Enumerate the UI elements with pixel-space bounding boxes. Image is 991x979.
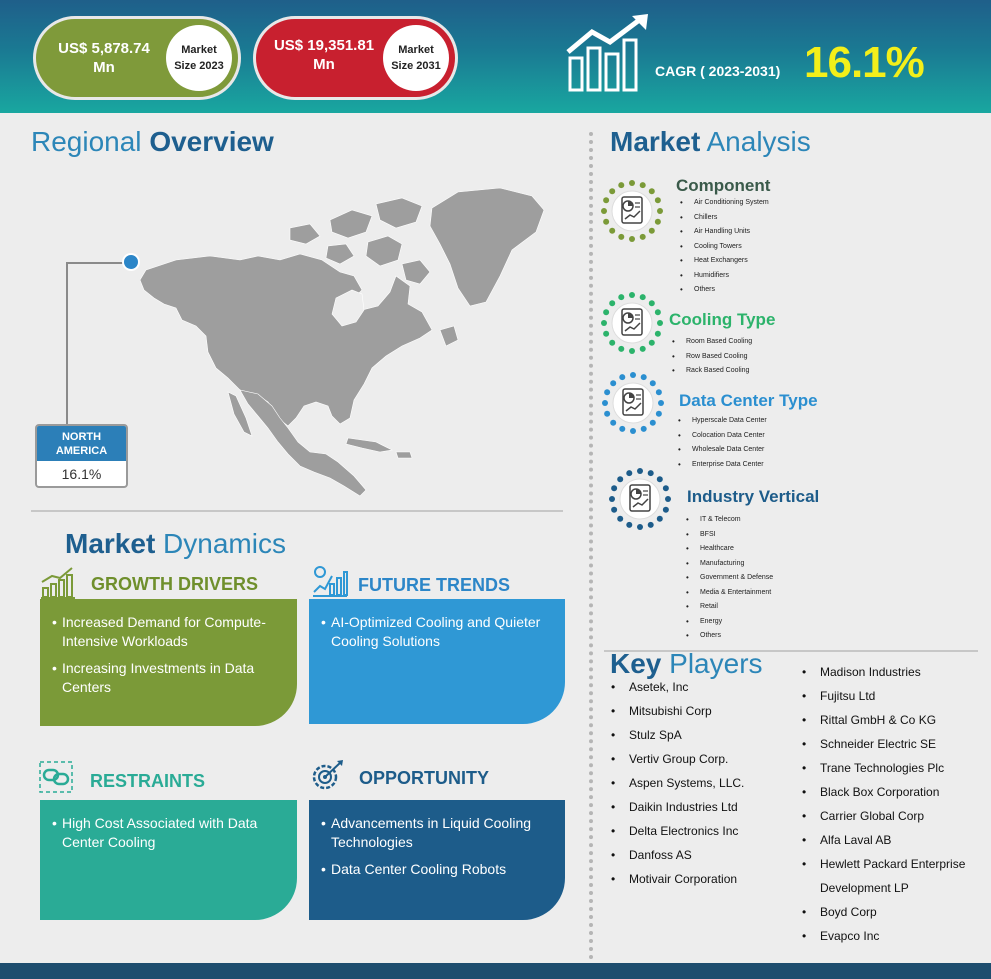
segment-item: • Healthcare (686, 542, 773, 557)
region-marker-dot (122, 253, 140, 271)
key-player-item: • Black Box Corporation (802, 780, 987, 804)
segment-item: • Humidifiers (680, 269, 769, 284)
segment-items (680, 196, 769, 298)
key-player-item: • Mitsubishi Corp (611, 699, 791, 723)
footer-bar (0, 963, 991, 979)
key-player-item: • Vertiv Group Corp. (611, 747, 791, 771)
segment-item: • Retail (686, 600, 773, 615)
key-player-item: • Motivair Corporation (611, 867, 791, 891)
future-trend-item: • AI-Optimized Cooling and Quieter Cooling Solutions (321, 613, 553, 651)
segment-items (678, 414, 767, 472)
key-player-item: • Asetek, Inc (611, 675, 791, 699)
segment-item: • IT & Telecom (686, 513, 773, 528)
market-size-2023-value: US$ 5,878.74 Mn (58, 40, 150, 76)
key-player-item: • Delta Electronics Inc (611, 819, 791, 843)
key-player-item: • Trane Technologies Plc (802, 756, 987, 780)
key-player-item: • Evapco Inc (802, 924, 987, 948)
region-callout (35, 424, 128, 488)
segment-title: Industry Vertical (687, 487, 820, 506)
segment-item: • Enterprise Data Center (678, 458, 767, 473)
market-size-2031-pill (253, 16, 458, 100)
segment-item: • Rack Based Cooling (672, 364, 752, 379)
segment-item: • Hyperscale Data Center (678, 414, 767, 429)
market-dynamics-title: Market Dynamics (65, 528, 286, 559)
market-size-2031-label: Market Size 2031 (383, 25, 449, 91)
cagr-value: 16.1% (804, 38, 924, 87)
segment-item: • Energy (686, 615, 773, 630)
regional-overview-title: Regional Overview (31, 126, 274, 157)
future-trends-title: FUTURE TRENDS (358, 575, 510, 595)
section-divider (31, 510, 563, 512)
segment-item: • Chillers (680, 211, 769, 226)
opportunity-card (309, 800, 565, 920)
segment-item: • BFSI (686, 528, 773, 543)
segment-item: • Government & Defense (686, 571, 773, 586)
segment-item: • Cooling Towers (680, 240, 769, 255)
key-player-item: • Danfoss AS (611, 843, 791, 867)
gear-target-icon (309, 759, 345, 793)
segment-item: • Wholesale Data Center (678, 443, 767, 458)
segment-item: • Manufacturing (686, 557, 773, 572)
header-banner (0, 0, 991, 113)
future-trends-card (309, 599, 565, 724)
segment-item: • Row Based Cooling (672, 350, 752, 365)
restraints-card (40, 800, 297, 920)
key-players-title: Key Players (610, 648, 763, 679)
key-player-item: • Alfa Laval AB (802, 828, 987, 852)
key-player-item: • Daikin Industries Ltd (611, 795, 791, 819)
segment-item: • Air Conditioning System (680, 196, 769, 211)
growth-driver-item: • Increasing Investments in Data Centers (52, 659, 285, 697)
market-size-2031-value: US$ 19,351.81 Mn (273, 37, 375, 73)
column-divider (589, 132, 593, 968)
growth-drivers-card (40, 599, 297, 726)
segment-analysis-icon (600, 291, 664, 355)
segment-item: • Others (680, 283, 769, 298)
trend-analytics-icon (312, 564, 348, 598)
market-analysis-title: Market Analysis (610, 126, 811, 157)
key-player-item: • Schneider Electric SE (802, 732, 987, 756)
growth-chart-icon (566, 14, 652, 92)
segment-title: Component (676, 176, 771, 195)
key-player-item: • Rittal GmbH & Co KG (802, 708, 987, 732)
key-player-item: • Stulz SpA (611, 723, 791, 747)
growth-drivers-title: GROWTH DRIVERS (91, 574, 259, 594)
key-player-item: • Carrier Global Corp (802, 804, 987, 828)
north-america-map (140, 180, 550, 500)
segment-item: • Air Handling Units (680, 225, 769, 240)
key-player-item: • Boyd Corp (802, 900, 987, 924)
key-player-item: • Madison Industries (802, 660, 987, 684)
key-player-item: • Fujitsu Ltd (802, 684, 987, 708)
region-cagr: 16.1% (61, 466, 102, 482)
region-leader-line (66, 262, 132, 428)
market-size-2023-label: Market Size 2023 (166, 25, 232, 91)
market-size-2023-pill (33, 16, 241, 100)
bar-chart-icon (40, 566, 76, 600)
segment-item: • Others (686, 629, 773, 644)
segment-items (686, 513, 773, 644)
segment-title: Data Center Type (679, 391, 818, 410)
opportunity-item: • Advancements in Liquid Cooling Technologies (321, 814, 553, 852)
segment-analysis-icon (601, 371, 665, 435)
cagr-label: CAGR ( 2023-2031) (655, 63, 781, 79)
segment-item: • Room Based Cooling (672, 335, 752, 350)
restraints-title: RESTRAINTS (90, 771, 206, 791)
restraint-item: • High Cost Associated with Data Center Cooling (52, 814, 285, 852)
segment-item: • Heat Exchangers (680, 254, 769, 269)
segment-items (672, 335, 752, 379)
segment-analysis-icon (608, 467, 672, 531)
key-players-list-left (611, 675, 791, 891)
growth-driver-item: • Increased Demand for Compute-Intensive Workloads (52, 613, 285, 651)
key-player-item: • Aspen Systems, LLC. (611, 771, 791, 795)
segment-item: • Colocation Data Center (678, 429, 767, 444)
segment-title: Cooling Type (669, 310, 776, 329)
key-player-item: • Hewlett Packard Enterprise Development LP (802, 852, 987, 900)
opportunity-title: OPPORTUNITY (359, 768, 490, 788)
segment-item: • Media & Entertainment (686, 586, 773, 601)
key-players-list-right (802, 660, 987, 948)
opportunity-item: • Data Center Cooling Robots (321, 860, 553, 879)
chain-link-icon (38, 760, 74, 794)
region-name: NORTH AMERICA (37, 426, 126, 461)
segment-analysis-icon (600, 179, 664, 243)
